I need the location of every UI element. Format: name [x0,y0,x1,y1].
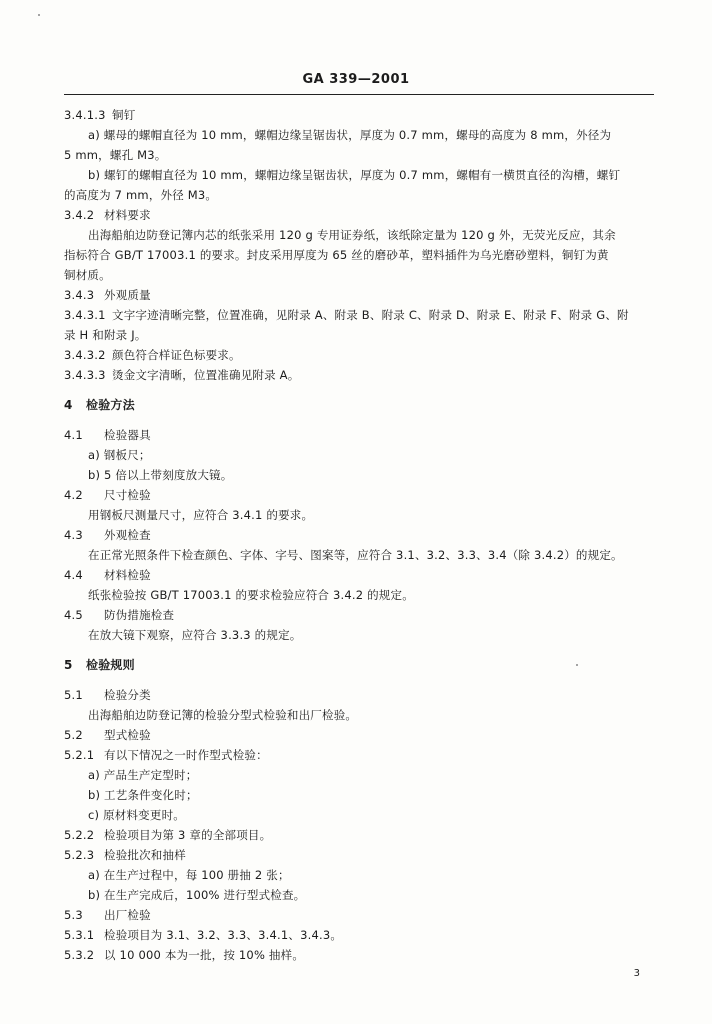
clause-title: 检验批次和抽样 [104,848,186,862]
clause-text: 检验项目为 3.1、3.2、3.3、3.4.1、3.4.3。 [104,928,343,942]
clause-4-5 [64,608,174,622]
chapter-title: 检验规则 [86,658,135,672]
clause-text: 烫金文字清晰，位置准确见附录 A。 [112,368,300,382]
clause-4-1 [64,428,151,442]
clause-5-2 [64,728,151,742]
clause-5-3-1 [64,928,342,942]
clause-title: 型式检验 [104,728,151,742]
clause-3-4-1-3 [64,108,135,122]
continuation-line: 录 H 和附录 J。 [64,328,147,342]
clause-5-1 [64,688,151,702]
clause-number: 4.2 [64,488,83,502]
paragraph-line: 纸张检验按 GB/T 17003.1 的要求检验应符合 3.4.2 的规定。 [88,588,414,602]
clause-title: 铜钉 [112,108,136,122]
paragraph-line: 出海船舶边防登记簿的检验分型式检验和出厂检验。 [88,708,358,722]
header-rule [64,94,654,95]
list-item: a) 钢板尺； [88,448,151,462]
list-item: a) 螺母的螺帽直径为 10 mm，螺帽边缘呈锯齿状，厚度为 0.7 mm，螺母的高度为 8 mm，外径为 [88,128,612,142]
clause-number: 3.4.3.2 [64,348,106,362]
clause-number: 4.4 [64,568,83,582]
clause-5-2-1 [64,748,268,762]
clause-number: 5.1 [64,688,83,702]
clause-number: 4.5 [64,608,83,622]
clause-number: 5.3 [64,908,83,922]
chapter-heading-5 [64,658,135,672]
clause-3-4-3 [64,288,151,302]
clause-title: 外观质量 [104,288,151,302]
clause-text: 以 10 000 本为一批，按 10% 抽样。 [104,948,305,962]
clause-4-4 [64,568,151,582]
clause-title: 材料检验 [104,568,151,582]
list-item: a) 在生产过程中，每 100 册抽 2 张； [88,868,290,882]
list-item: b) 5 倍以上带刻度放大镜。 [88,468,233,482]
continuation-line: 铜材质。 [64,268,111,282]
page-number: 3 [633,968,640,979]
list-item: b) 工艺条件变化时； [88,788,198,802]
clause-number: 4.1 [64,428,83,442]
clause-title: 材料要求 [104,208,151,222]
clause-4-3 [64,528,151,542]
clause-title: 检验分类 [104,688,151,702]
list-item: a) 产品生产定型时； [88,768,198,782]
clause-4-2 [64,488,151,502]
clause-title: 尺寸检验 [104,488,151,502]
clause-number: 3.4.2 [64,208,95,222]
clause-number: 5.2.2 [64,828,95,842]
page-header-title: GA 339—2001 [302,72,410,87]
clause-3-4-3-1 [64,308,629,322]
list-item: b) 在生产完成后，100% 进行型式检查。 [88,888,306,902]
clause-number: 5.3.1 [64,928,95,942]
clause-text: 有以下情况之一时作型式检验： [104,748,268,762]
clause-text: 颜色符合样证色标要求。 [112,348,241,362]
continuation-line: 的高度为 7 mm，外径 M3。 [64,188,218,202]
clause-number: 4.3 [64,528,83,542]
clause-number: 3.4.3.1 [64,308,106,322]
paragraph-line: 在放大镜下观察，应符合 3.3.3 的规定。 [88,628,302,642]
clause-number: 5.3.2 [64,948,95,962]
list-item: c) 原材料变更时。 [88,808,185,822]
continuation-line: 5 mm，螺孔 M3。 [64,148,167,162]
clause-3-4-2 [64,208,151,222]
clause-title: 防伪措施检查 [104,608,175,622]
paragraph-line: 在正常光照条件下检查颜色、字体、字号、图案等，应符合 3.1、3.2、3.3、3.4（除 3.4.2）的规定。 [88,548,623,562]
clause-number: 3.4.1.3 [64,108,106,122]
paragraph-line: 出海船舶边防登记簿内芯的纸张采用 120 g 专用证券纸，该纸除定量为 120 g 外，无荧光反应，其余 [88,228,616,242]
clause-text: 检验项目为第 3 章的全部项目。 [104,828,272,842]
clause-number: 5.2.3 [64,848,95,862]
chapter-number: 5 [64,658,73,672]
paragraph-line: 用钢板尺测量尺寸，应符合 3.4.1 的要求。 [88,508,314,522]
chapter-number: 4 [64,398,73,412]
clause-3-4-3-2 [64,348,241,362]
clause-number: 3.4.3.3 [64,368,106,382]
clause-number: 3.4.3 [64,288,95,302]
clause-5-2-2 [64,828,271,842]
continuation-line: 指标符合 GB/T 17003.1 的要求。封皮采用厚度为 65 丝的磨砂革，塑料插件为乌光磨砂塑料，铜钉为黄 [64,248,609,262]
clause-number: 5.2 [64,728,83,742]
clause-number: 5.2.1 [64,748,95,762]
clause-title: 出厂检验 [104,908,151,922]
scan-speck [38,14,40,16]
clause-5-3-2 [64,948,304,962]
scan-speck [576,664,578,666]
clause-5-2-3 [64,848,186,862]
clause-text: 文字字迹清晰完整，位置准确，见附录 A、附录 B、附录 C、附录 D、附录 E、附录 F、附录 G、附 [112,308,629,322]
clause-title: 检验器具 [104,428,151,442]
list-item: b) 螺钉的螺帽直径为 10 mm，螺帽边缘呈锯齿状，厚度为 0.7 mm，螺帽有一横贯直径的沟槽，螺钉 [88,168,621,182]
chapter-heading-4 [64,398,135,412]
clause-3-4-3-3 [64,368,299,382]
clause-title: 外观检查 [104,528,151,542]
clause-5-3 [64,908,151,922]
chapter-title: 检验方法 [86,398,135,412]
